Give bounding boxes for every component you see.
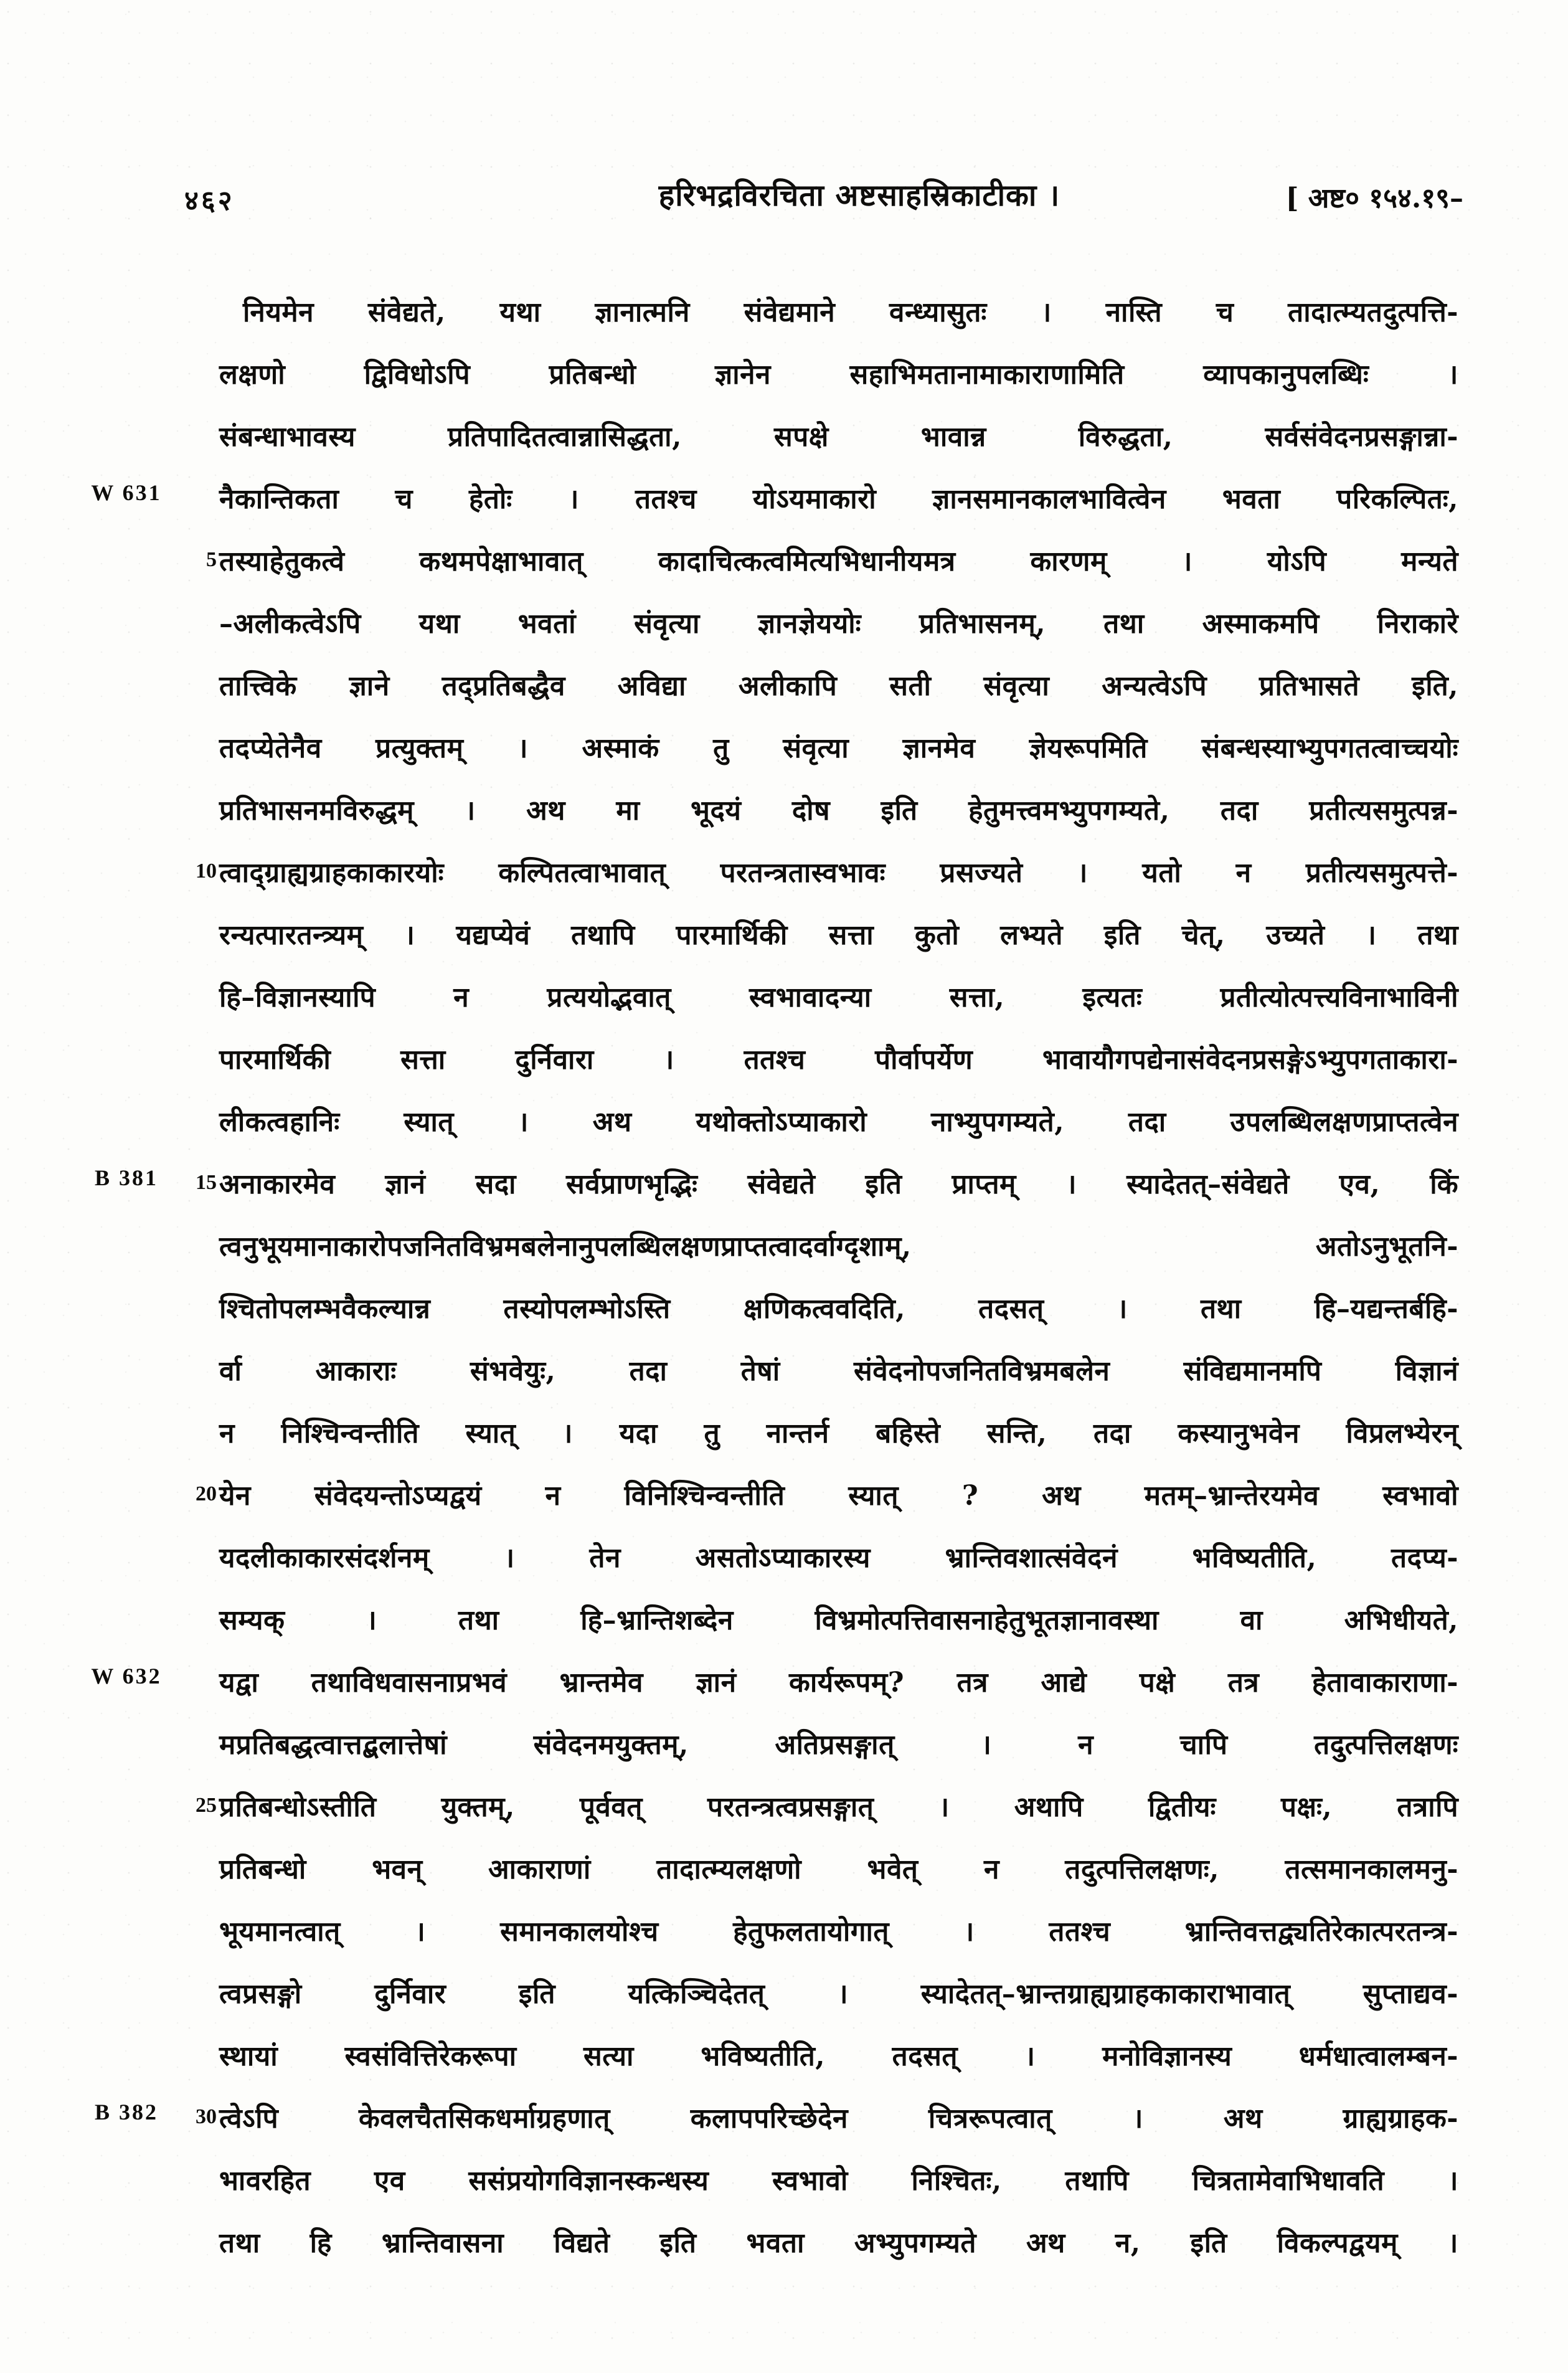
text-line: त्वनुभूयमानाकारोपजनितविभ्रमबलेनानुपलब्धिलक्षणप्राप्तत्वादर्वाग्दृशाम्, अतोऽनुभूतनि-: [219, 1231, 1458, 1262]
text-line: मप्रतिबद्धत्वात्तद्बलात्तेषां संवेदनमयुक्तम्, अतिप्रसङ्गात् । न चापि तदुत्पत्तिलक्षणः: [219, 1729, 1458, 1761]
margin-note: B 382: [94, 2100, 158, 2124]
text-line: भूयमानत्वात् । समानकालयोश्च हेतुफलतायोगात् । ततश्च भ्रान्तिवत्तद्व्यतिरेकात्परतन्त्र-: [219, 1916, 1458, 1948]
line-number: 30: [196, 2105, 217, 2128]
text-line: र्वा आकाराः संभवेयुः, तदा तेषां संवेदनोपजनितविभ्रमबलेन संविद्यमानमपि विज्ञानं: [219, 1355, 1458, 1387]
text-line: नैकान्तिकता च हेतोः । ततश्च योऽयमाकारो ज्ञानसमानकालभावित्वेन भवता परिकल्पितः,: [219, 483, 1458, 515]
line-number: 15: [196, 1171, 217, 1194]
text-line: त्वप्रसङ्गो दुर्निवार इति यत्किञ्चिदेतत् । स्यादेतत्–भ्रान्तग्राह्यग्राहकाकाराभावात् सुप्ताद्यव-: [219, 1978, 1458, 2010]
text-line: त्वेऽपि केवलचैतसिकधर्माग्रहणात् कलापपरिच्छेदेन चित्ररूपत्वात् । अथ ग्राह्यग्राहक-: [219, 2103, 1458, 2134]
text-line: हि–विज्ञानस्यापि न प्रत्ययोद्भवात् स्वभावादन्या सत्ता, इत्यतः प्रतीत्योत्पत्त्यविनाभाविनी: [219, 982, 1458, 1013]
text-line: –अलीकत्वेऽपि यथा भवतां संवृत्या ज्ञानज्ञेययोः प्रतिभासनम्, तथा अस्माकमपि निराकारे: [219, 608, 1458, 640]
text-line: लीकत्वहानिः स्यात् । अथ यथोक्तोऽप्याकारो नाभ्युपगम्यते, तदा उपलब्धिलक्षणप्राप्तत्वेन: [219, 1106, 1458, 1138]
text-line: येन संवेदयन्तोऽप्यद्वयं न विनिश्चिन्वन्तीति स्यात् ? अथ मतम्–भ्रान्तेरयमेव स्वभावो: [219, 1480, 1458, 1512]
margin-note: B 381: [94, 1165, 158, 1190]
line-number: 10: [196, 860, 217, 883]
text-line: प्रतिभासनमविरुद्धम् । अथ मा भूदयं दोष इति हेतुमत्त्वमभ्युपगम्यते, तदा प्रतीत्यसमुत्पन्न-: [219, 795, 1458, 827]
page-number: ४६२: [184, 185, 235, 217]
text-line: भावरहित एव ससंप्रयोगविज्ञानस्कन्धस्य स्वभावो निश्चितः, तथापि चित्रतामेवाभिधावति ।: [219, 2165, 1458, 2197]
text-line: तात्त्विके ज्ञाने तद्प्रतिबद्धैव अविद्या अलीकापि सती संवृत्या अन्यत्वेऽपि प्रतिभासते इति,: [219, 670, 1458, 702]
text-line: तदप्येतेनैव प्रत्युक्तम् । अस्माकं तु संवृत्या ज्ञानमेव ज्ञेयरूपमिति संबन्धस्याभ्युपगतत्वाच्चयोः: [219, 732, 1458, 764]
text-line: नियमेन संवेद्यते, यथा ज्ञानात्मनि संवेद्यमाने वन्ध्यासुतः । नास्ति च तादात्म्यतदुत्पत्ति-: [243, 296, 1458, 328]
margin-note: W 631: [91, 480, 162, 505]
text-line: तथा हि भ्रान्तिवासना विद्यते इति भवता अभ्युपगम्यते अथ न, इति विकल्पद्वयम् ।: [219, 2227, 1458, 2259]
text-line: श्चितोपलम्भवैकल्यान्न तस्योपलम्भोऽस्ति क्षणिकत्ववदिति, तदसत् । तथा हि–यद्यन्तर्बहि-: [219, 1293, 1458, 1325]
text-line: प्रतिबन्धोऽस्तीति युक्तम्, पूर्ववत् परतन्त्रत्वप्रसङ्गात् । अथापि द्वितीयः पक्षः, तत्रापि: [219, 1791, 1458, 1823]
text-line: संबन्धाभावस्य प्रतिपादितत्वान्नासिद्धता, सपक्षे भावान्न विरुद्धता, सर्वसंवेदनप्रसङ्गान्ना-: [219, 421, 1458, 453]
text-line: सम्यक् । तथा हि–भ्रान्तिशब्देन विभ्रमोत्पत्तिवासनाहेतुभूतज्ञानावस्था वा अभिधीयते,: [219, 1604, 1458, 1636]
text-line: यद्वा तथाविधवासनाप्रभवं भ्रान्तमेव ज्ञानं कार्यरूपम्? तत्र आद्ये पक्षे तत्र हेतावाकाराणा-: [219, 1667, 1458, 1698]
text-line: न निश्चिन्वन्तीति स्यात् । यदा तु नान्तर्न बहिस्ते सन्ति, तदा कस्यानुभवेन विप्रलभ्येरन्: [219, 1418, 1458, 1449]
margin-note: W 632: [91, 1664, 162, 1689]
text-line: त्वाद्ग्राह्यग्राहकाकारयोः कल्पितत्वाभावात् परतन्त्रतास्वभावः प्रसज्यते । यतो न प्रतीत्यसमुत्पत्ते-: [219, 857, 1458, 889]
line-number: 25: [196, 1794, 217, 1817]
line-number: 20: [196, 1482, 217, 1505]
text-line: यदलीकाकारसंदर्शनम् । तेन असतोऽप्याकारस्य भ्रान्तिवशात्संवेदनं भविष्यतीति, तदप्य-: [219, 1542, 1458, 1574]
body-text: [219, 282, 1458, 2275]
text-line: प्रतिबन्धो भवन् आकाराणां तादात्म्यलक्षणो भवेत् न तदुत्पत्तिलक्षणः, तत्समानकालमनु-: [219, 1854, 1458, 1885]
header-reference: [ अष्ट० १५४.१९–: [1285, 182, 1463, 214]
text-line: पारमार्थिकी सत्ता दुर्निवारा । ततश्च पौर्वापर्येण भावायौगपद्येनासंवेदनप्रसङ्गेऽभ्युपगताकारा-: [219, 1044, 1458, 1076]
text-line: अनाकारमेव ज्ञानं सदा सर्वप्राणभृद्भिः संवेद्यते इति प्राप्तम् । स्यादेतत्–संवेद्यते एव, किं: [219, 1168, 1458, 1200]
text-line: रन्यत्पारतन्त्र्यम् । यद्यप्येवं तथापि पारमार्थिकी सत्ता कुतो लभ्यते इति चेत्, उच्यते । तथा: [219, 919, 1458, 951]
page-title: हरिभद्रविरचिता अष्टसाहस्रिकाटीका ।: [658, 178, 1060, 213]
text-line: स्थायां स्वसंवित्तिरेकरूपा सत्या भविष्यतीति, तदसत् । मनोविज्ञानस्य धर्मधात्वालम्बन-: [219, 2040, 1458, 2072]
text-line: लक्षणो द्विविधोऽपि प्रतिबन्धो ज्ञानेन सहाभिमतानामाकाराणामिति व्यापकानुपलब्धिः ।: [219, 359, 1458, 391]
line-number: 5: [206, 548, 217, 571]
text-line: तस्याहेतुकत्वे कथमपेक्षाभावात् कादाचित्कत्वमित्यभिधानीयमत्र कारणम् । योऽपि मन्यते: [219, 546, 1458, 577]
